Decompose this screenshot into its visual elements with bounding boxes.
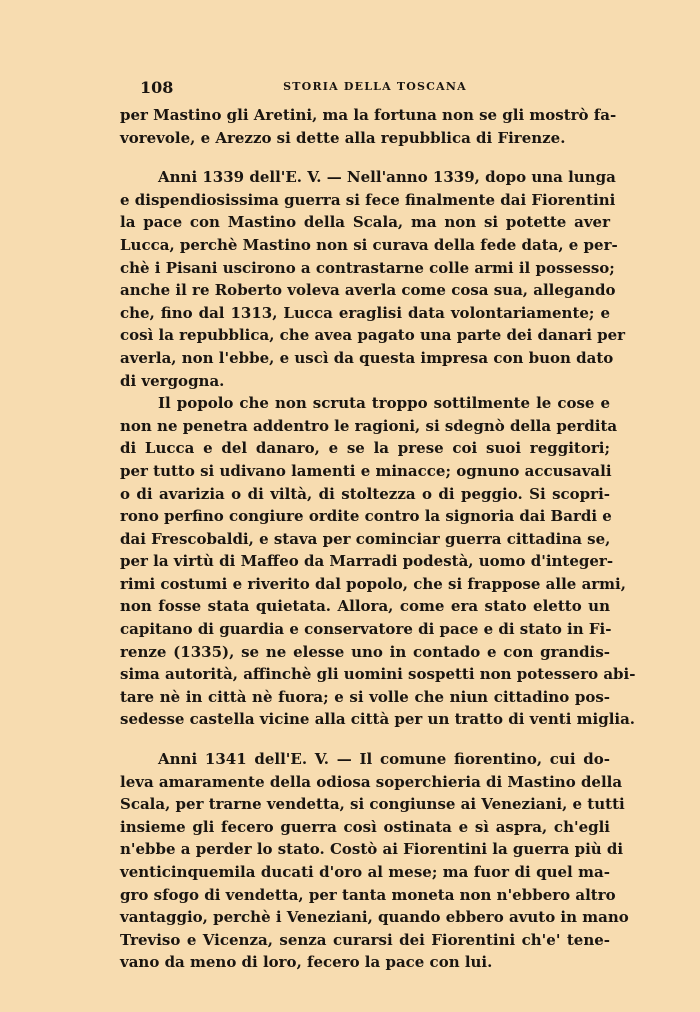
page-header [140, 78, 610, 98]
text-line: Il popolo che non scruta troppo sottilmente le cose e [158, 394, 610, 413]
text-line: tare nè in città nè fuora; e si volle che niun cittadino pos- [120, 687, 610, 706]
page-number: 108 [140, 78, 174, 97]
text-line: chè i Pisani uscirono a contrastarne colle armi il possesso; [120, 258, 615, 277]
text-line: insieme gli fecero guerra così ostinata e sì aspra, ch'egli [120, 817, 610, 836]
text-line: per tutto si udivano lamenti e minacce; ognuno accusavali [120, 461, 612, 480]
text-line: averla, non l'ebbe, e uscì da questa impresa con buon dato [120, 348, 614, 367]
text-line: venticinquemila ducati d'oro al mese; ma fuor di quel ma- [120, 863, 610, 881]
text-line: di vergogna. [120, 371, 225, 390]
text-line: vantaggio, perchè i Veneziani, quando ebbero avuto in mano [120, 908, 629, 927]
text-line: Treviso e Vicenza, senza curarsi dei Fiorentini ch'e' tene- [120, 930, 610, 949]
paragraph-gap [120, 149, 610, 166]
text-line: di Lucca e del danaro, e se la prese coi suoi reggitori; [120, 439, 610, 458]
text-line: rimi costumi e riverito dal popolo, che si frappose alle armi, [120, 574, 626, 593]
text-line: per la virtù di Maffeo da Marradi podestà, uomo d'integer- [120, 552, 614, 571]
text-line: così la repubblica, che avea pagato una parte dei danari per [120, 326, 626, 345]
text-line: la pace con Mastino della Scala, ma non si potette aver [120, 213, 610, 232]
text-line: n'ebbe a perder lo stato. Costò ai Fiorentini la guerra più di [120, 840, 624, 859]
text-line: vano da meno di loro, fecero la pace con lui. [120, 953, 493, 972]
text-line: Scala, per trarne vendetta, si congiunse ai Veneziani, e tutti [120, 795, 625, 814]
text-line: gro sfogo di vendetta, per tanta moneta non n'ebbero altro [120, 885, 616, 904]
text-line: per Mastino gli Aretini, ma la fortuna non se gli mostrò fa- [120, 106, 617, 124]
paragraph-p4 [120, 748, 629, 974]
text-line: non fosse stata quietata. Allora, come era stato eletto un [120, 597, 610, 616]
paragraph-p1 [120, 104, 617, 149]
text-line: anche il re Roberto voleva averla come cosa sua, allegando [120, 281, 616, 300]
text-line: Lucca, perchè Mastino non si curava della fede data, e per- [120, 235, 618, 254]
text-line: sedesse castella vicine alla città per un tratto di venti miglia. [120, 710, 636, 729]
text-line: o di avarizia o di viltà, di stoltezza o di peggio. Si scopri- [120, 484, 610, 503]
text-line: dai Frescobaldi, e stava per cominciar guerra cittadina se, [120, 529, 611, 548]
running-title: STORIA DELLA TOSCANA [283, 80, 467, 93]
text-line: non ne penetra addentro le ragioni, si sdegnò della perdita [120, 416, 618, 435]
text-line: Anni 1341 dell'E. V. — Il comune fiorentino, cui do- [158, 750, 610, 769]
text-line: capitano di guardia e conservatore di pace e di stato in Fi- [120, 620, 612, 639]
text-line: che, fino dal 1313, Lucca eraglisi data volontariamente; e [120, 303, 610, 322]
paragraph-gap [120, 731, 610, 748]
paragraph-p3 [120, 392, 636, 731]
text-line: renze (1335), se ne elesse uno in contado e con grandis- [120, 642, 610, 661]
text-line: sima autorità, affinchè gli uomini sospetti non potessero abi- [120, 665, 636, 684]
text-line: rono perfino congiure ordite contro la signoria dai Bardi e [120, 507, 612, 526]
text-line: leva amaramente della odiosa soperchieria di Mastino della [120, 772, 623, 791]
paragraph-p2 [120, 166, 626, 392]
body-text [120, 104, 636, 974]
text-line: e dispendiosissima guerra si fece finalmente dai Fiorentini [120, 190, 616, 209]
text-line: vorevole, e Arezzo si dette alla repubblica di Firenze. [120, 128, 566, 147]
text-line: Anni 1339 dell'E. V. — Nell'anno 1339, dopo una lunga [158, 168, 616, 187]
